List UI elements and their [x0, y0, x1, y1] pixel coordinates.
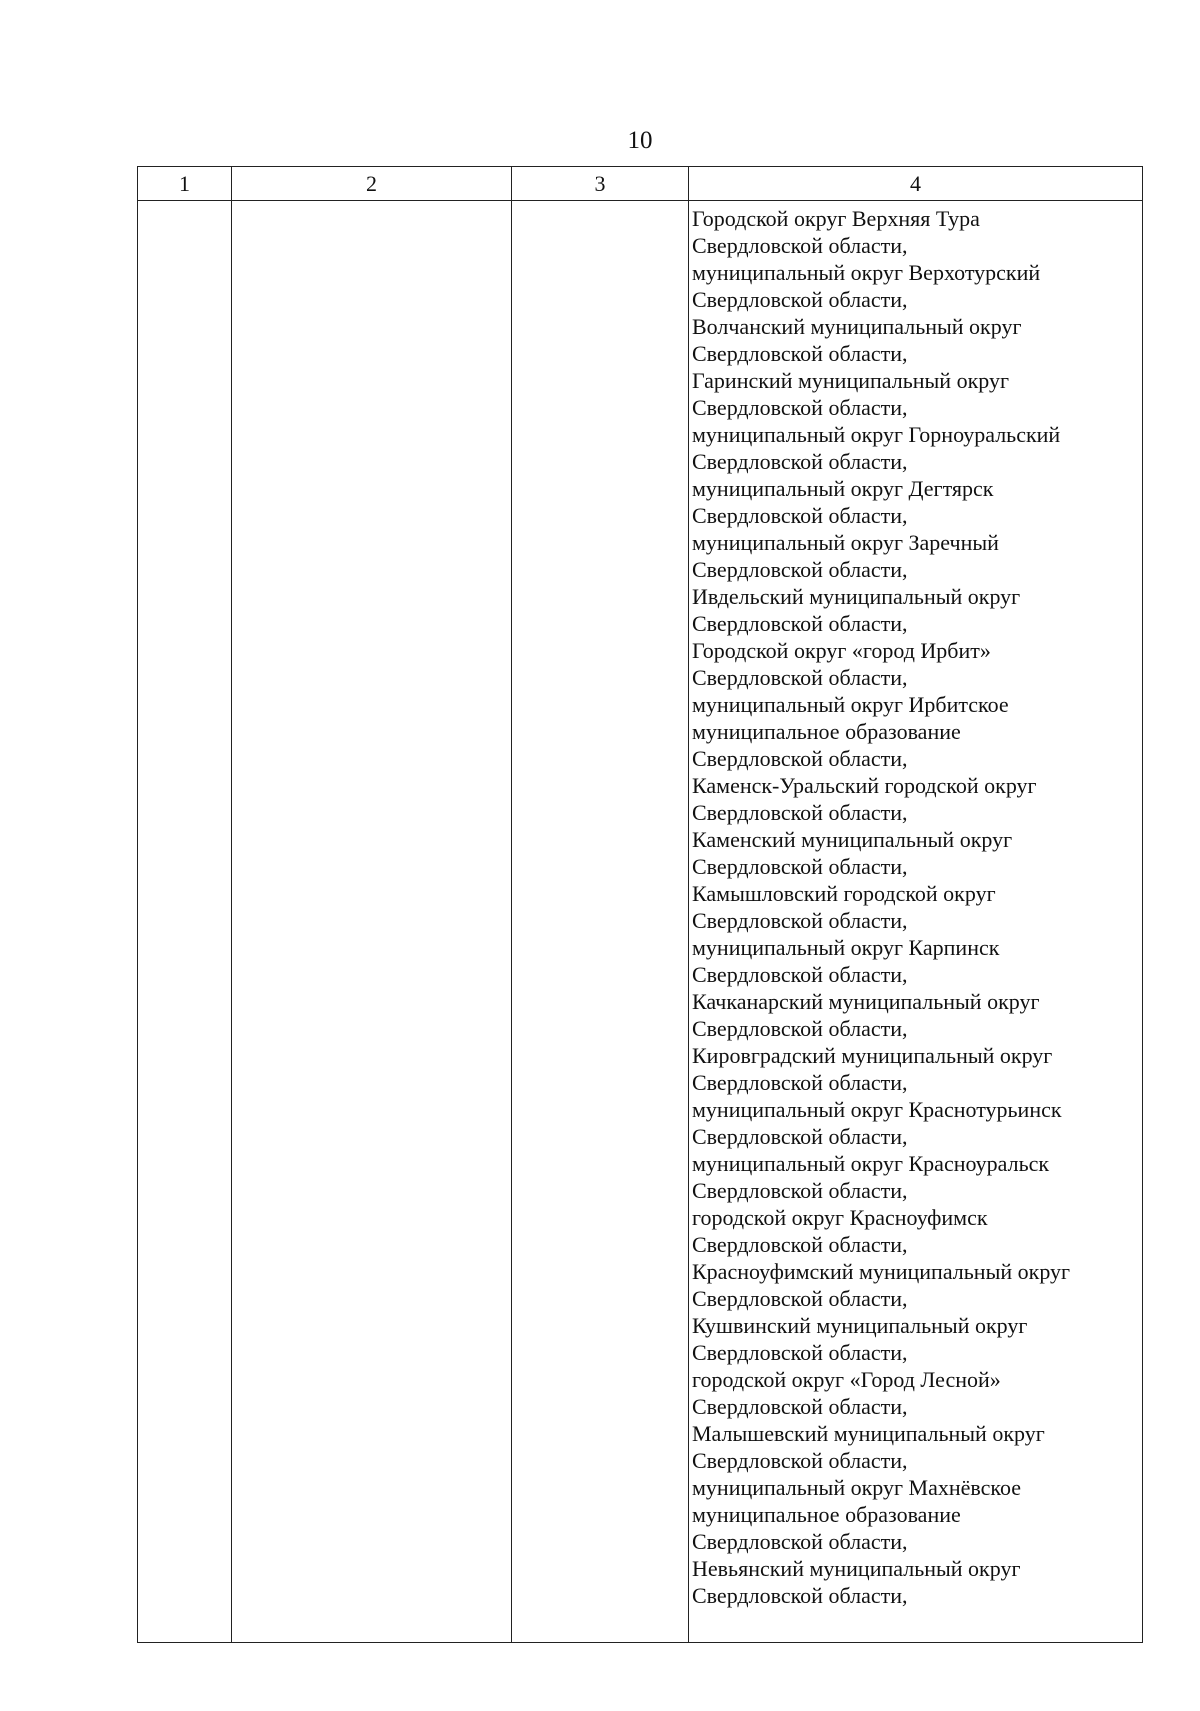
list-item: муниципальный округ Горноуральский [692, 422, 1061, 447]
list-item: Ивдельский муниципальный округ [692, 584, 1021, 609]
list-item: Свердловской области, [692, 449, 908, 474]
column-header-2: 2 [232, 167, 512, 201]
list-item: Свердловской области, [692, 1070, 908, 1095]
municipality-list [689, 201, 1142, 1609]
cell-col-1 [138, 201, 232, 1643]
list-item: Свердловской области, [692, 287, 908, 312]
list-item: Свердловской области, [692, 962, 908, 987]
cell-col-2 [232, 201, 512, 1643]
list-item: Свердловской области, [692, 1286, 908, 1311]
list-item: Гаринский муниципальный округ [692, 368, 1009, 393]
list-item: муниципальный округ Красноуральск [692, 1151, 1050, 1176]
list-item: Свердловской области, [692, 341, 908, 366]
list-item: Свердловской области, [692, 233, 908, 258]
table-header-row [138, 167, 1143, 201]
column-header-3: 3 [512, 167, 689, 201]
list-item: Городской округ Верхняя Тура [692, 206, 980, 231]
list-item: Свердловской области, [692, 1394, 908, 1419]
list-item: муниципальный округ Карпинск [692, 935, 1000, 960]
list-item: Свердловской области, [692, 1448, 908, 1473]
list-item: Свердловской области, [692, 1124, 908, 1149]
document-table [137, 166, 1143, 1643]
list-item: Каменск-Уральский городской округ [692, 773, 1037, 798]
list-item: Свердловской области, [692, 1529, 908, 1554]
list-item: Свердловской области, [692, 908, 908, 933]
list-item: муниципальный округ Дегтярск [692, 476, 994, 501]
list-item: муниципальный округ Махнёвское [692, 1475, 1022, 1500]
list-item: муниципальное образование [692, 719, 961, 744]
list-item: Кушвинский муниципальный округ [692, 1313, 1028, 1338]
list-item: Малышевский муниципальный округ [692, 1421, 1045, 1446]
list-item: Свердловской области, [692, 557, 908, 582]
list-item: Красноуфимский муниципальный округ [692, 1259, 1071, 1284]
list-item: Свердловской области, [692, 1232, 908, 1257]
list-item: Кировградский муниципальный округ [692, 1043, 1053, 1068]
cell-col-4 [689, 201, 1143, 1643]
list-item: муниципальный округ Ирбитское [692, 692, 1009, 717]
list-item: муниципальный округ Верхотурский [692, 260, 1041, 285]
list-item: Свердловской области, [692, 746, 908, 771]
column-header-4: 4 [689, 167, 1143, 201]
table-row [138, 201, 1143, 1643]
list-item: Волчанский муниципальный округ [692, 314, 1022, 339]
cell-col-3 [512, 201, 689, 1643]
list-item: Свердловской области, [692, 1178, 908, 1203]
list-item: муниципальный округ Заречный [692, 530, 999, 555]
page-number: 10 [627, 127, 653, 154]
list-item: Свердловской области, [692, 395, 908, 420]
list-item: Свердловской области, [692, 800, 908, 825]
column-header-1: 1 [138, 167, 232, 201]
list-item: Невьянский муниципальный округ [692, 1556, 1021, 1581]
list-item: Свердловской области, [692, 503, 908, 528]
list-item: Качканарский муниципальный округ [692, 989, 1040, 1014]
list-item: Камышловский городской округ [692, 881, 996, 906]
list-item: Свердловской области, [692, 854, 908, 879]
list-item: Свердловской области, [692, 1016, 908, 1041]
list-item: городской округ «Город Лесной» [692, 1367, 1001, 1392]
list-item: муниципальное образование [692, 1502, 961, 1527]
list-item: Свердловской области, [692, 1340, 908, 1365]
list-item: Каменский муниципальный округ [692, 827, 1013, 852]
list-item: Городской округ «город Ирбит» [692, 638, 991, 663]
list-item: Свердловской области, [692, 1583, 908, 1608]
list-item: городской округ Красноуфимск [692, 1205, 988, 1230]
list-item: Свердловской области, [692, 665, 908, 690]
list-item: Свердловской области, [692, 611, 908, 636]
list-item: муниципальный округ Краснотурьинск [692, 1097, 1062, 1122]
